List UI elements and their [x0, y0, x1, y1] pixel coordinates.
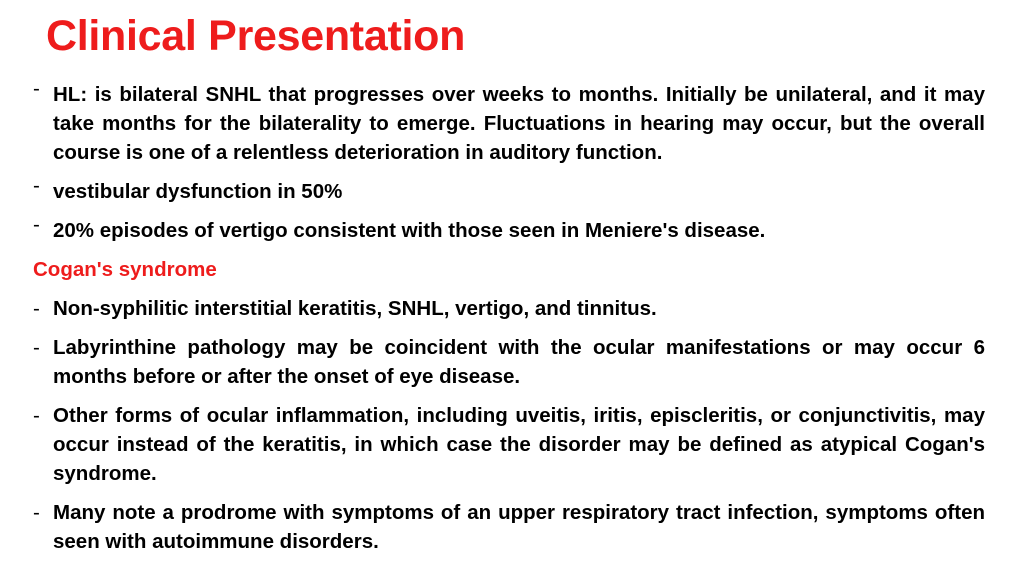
bullet-text: Non-syphilitic interstitial keratitis, SNHL, vertigo, and tinnitus. [53, 297, 657, 320]
bullet-item-hearing-loss [33, 77, 985, 167]
bullet-marker: - [33, 297, 40, 320]
bullet-text: vestibular dysfunction in 50% [53, 180, 343, 203]
bullet-item-vestibular [33, 174, 985, 206]
bullet-text: Labyrinthine pathology may be coincident with the ocular manifestations or may occur 6 months before or after the onset of eye disease. [53, 336, 985, 388]
bullet-item-vertigo [33, 213, 985, 245]
bullet-marker: - [33, 336, 40, 359]
bullet-marker: - [33, 213, 40, 236]
bullet-marker: - [33, 77, 40, 100]
bullet-item-ocular-inflammation [33, 401, 985, 488]
bullet-marker: - [33, 174, 40, 197]
bullet-marker: - [33, 501, 40, 524]
section-heading-cogans: Cogan's syndrome [33, 258, 217, 281]
bullet-marker: - [33, 404, 40, 427]
bullet-item-prodrome [33, 498, 985, 556]
bullet-text: Other forms of ocular inflammation, including uveitis, iritis, episcleritis, or conjunctivitis, may occur instead of the keratitis, in which case the disorder may be defined as atypical Cogan's syndrome. [53, 404, 985, 485]
bullet-item-labyrinthine [33, 333, 985, 391]
bullet-text: 20% episodes of vertigo consistent with those seen in Meniere's disease. [53, 219, 766, 242]
bullet-text: Many note a prodrome with symptoms of an upper respiratory tract infection, symptoms often seen with autoimmune disorders. [53, 501, 985, 553]
slide-content [33, 77, 985, 566]
bullet-text: HL: is bilateral SNHL that progresses over weeks to months. Initially be unilateral, and it may take months for the bilaterality to emerge. Fluctuations in hearing may occur, but the overall course is one of a relentless deterioration in auditory function. [53, 83, 985, 164]
slide-title: Clinical Presentation [46, 12, 466, 60]
bullet-item-triad [33, 294, 985, 323]
